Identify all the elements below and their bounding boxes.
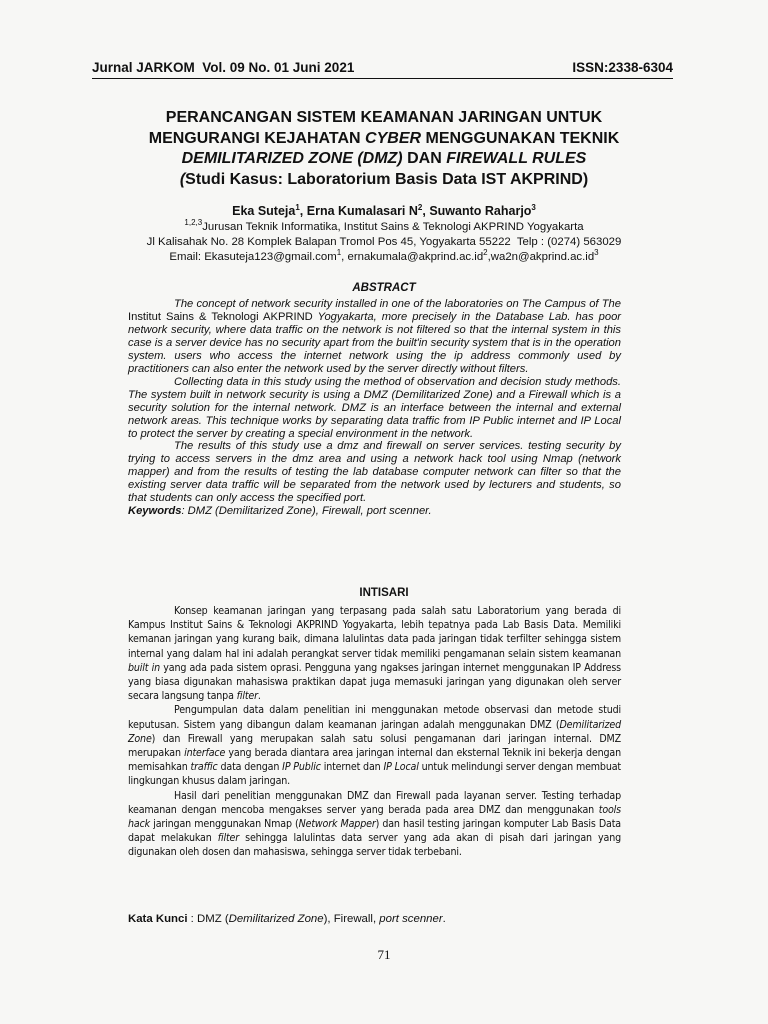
keywords-line <box>128 505 621 518</box>
abstract-text: Yogyakarta, more precisely in the Database Lab. has poor network security, where data traffic on the network is not filtered so that the internal system in this case is a server device has no security apart from the built'in security system that is in the operation system. users who access the internet network using the ip address commonly used by practitioners can also enter the network used by the server directly without filters. <box>128 310 622 375</box>
intisari-text: Pengumpulan data dalam penelitian ini menggunakan metode observasi dan metode studi keputusan. Sistem yang dibangun dalam keamanan jaringan adalah menggunakan DMZ ( <box>128 704 621 731</box>
keywords-label: Keywords <box>128 505 182 518</box>
abstract-text: The concept of network security installed in one of the laboratories on The Campus of The <box>174 298 621 310</box>
title-line-1: PERANCANGAN SISTEM KEAMANAN JARINGAN UNTUK <box>165 109 603 126</box>
abstract-paragraph: The results of this study use a dmz and firewall on server services. testing security by trying to access servers in the dmz area and using a network hack tool using Nmap (network mapper) and from the results of testing the lab database computer network can filter so that the existing server data traffic will be separated from the network used by lecturers and students, so that students can only access the specified port. <box>128 440 621 505</box>
email-superscript: 1 <box>336 248 342 258</box>
affiliation-department <box>80 220 688 235</box>
kata-kunci-text: : DMZ ( <box>187 913 229 925</box>
abstract-paragraph <box>128 298 621 376</box>
title-text-italic: FIREWALL RULES <box>446 150 587 167</box>
title-line-3 <box>90 149 678 170</box>
kata-kunci-text-italic: port scenner <box>379 913 443 925</box>
intisari-text-italic: interface <box>184 747 226 760</box>
title-text: MENGGUNAKAN TEKNIK <box>421 129 620 147</box>
kata-kunci-label: Kata Kunci <box>128 913 188 925</box>
intisari-paragraph <box>128 604 621 703</box>
email-separator: , <box>487 251 491 263</box>
intisari-text-italic: built in <box>128 661 161 674</box>
intisari-text: internet dan <box>320 761 384 774</box>
kata-kunci-text: ), Firewall, <box>323 913 380 925</box>
email-separator: , <box>341 251 348 263</box>
author-name: Suwanto Raharjo <box>429 204 532 218</box>
intisari-text: jaringan menggunakan Nmap ( <box>150 818 299 831</box>
abstract-heading-text: ABSTRACT <box>352 282 416 294</box>
title-line-2 <box>90 129 678 150</box>
affiliation-text: Jurusan Teknik Informatika, Institut Sains & Teknologi AKPRIND Yogyakarta <box>202 221 584 233</box>
intisari-text-italic: Network Mapper <box>298 818 376 831</box>
author-separator: , <box>422 204 430 218</box>
title-text-italic: ( <box>179 170 186 188</box>
kata-kunci-text: . <box>442 913 446 925</box>
intisari-text: ) dan Firewall yang merupakan salah satu solusi pengamanan dari jaringan internal. DMZ merupakan <box>128 732 621 760</box>
email-link[interactable]: Ekasuteja123@gmail.com <box>204 251 337 263</box>
author-name: Erna Kumalasari N <box>306 204 418 218</box>
affiliation-block <box>80 220 688 265</box>
intisari-text: untuk melindungi server dengan membuat lingkungan khusus dalam jaringan. <box>128 761 621 788</box>
author-superscript: 2 <box>417 202 423 212</box>
title-text-italic: DEMILITARIZED ZONE (DMZ) <box>181 150 403 167</box>
intisari-text-italic: IP Public <box>282 761 321 774</box>
intisari-text: Konsep keamanan jaringan yang terpasang pada salah satu Laboratorium yang berada di Kampus Institut Sains & Teknologi AKPRIND Yogyakarta, lebih tepatnya pada Lab Basis Data. Memiliki kemanan jaringan yang kurang baik, dimana lalulintas data pada jaringan tidak terfilter sehingga sistem internal yang dalam hal ini adalah perangkat server tidak memiliki pengamanan selain sistem keamanan <box>128 605 621 660</box>
journal-header <box>92 60 673 79</box>
page-number: 71 <box>377 947 391 962</box>
author-list <box>90 204 678 218</box>
issn: ISSN:2338-6304 <box>572 60 673 75</box>
intisari-heading: INTISARI <box>359 587 409 599</box>
email-link[interactable]: ernakumala@akprind.ac.id <box>347 251 484 263</box>
title-text: MENGURANGI KEJAHATAN <box>148 129 366 147</box>
intisari-text-italic: filter <box>217 832 240 845</box>
keywords-text: : DMZ (Demilitarized Zone), Firewall, port scenner. <box>181 505 432 518</box>
intisari-text: . <box>257 690 261 703</box>
title-text-italic: CYBER <box>365 129 422 147</box>
intisari-paragraph <box>128 789 621 860</box>
intisari-text-italic: traffic <box>190 761 218 774</box>
title-text: Studi Kasus: Laboratorium Basis Data IST AKPRIND) <box>185 170 589 188</box>
intisari-body <box>128 604 621 860</box>
affiliation-address: Jl Kalisahak No. 28 Komplek Balapan Tromol Pos 45, Yogyakarta 55222 Telp : (0274) 563029 <box>146 236 622 248</box>
email-superscript: 2 <box>483 248 488 258</box>
intisari-text: Hasil dari penelitian menggunakan DMZ dan Firewall pada layanan server. Testing terhadap keamanan dengan mencoba mengakses server yang berada pada area DMZ dan menggunakan <box>128 789 621 816</box>
abstract-paragraph: Collecting data in this study using the method of observation and decision study methods. The system built in network security is using a DMZ (Demilitarized Zone) and a Firewall which is a security solution for the internal network. DMZ is an interface between the internal and external network areas. This technique works by separating data traffic from IP Public internet and IP Local to protect the server by creating a special environment in the network. <box>128 375 621 440</box>
intisari-text: ) dan hasil testing jaringan komputer Lab Basis Data dapat melakukan <box>128 818 621 845</box>
kata-kunci-line <box>128 913 648 925</box>
intisari-text: data dengan <box>217 761 283 774</box>
affiliation-superscript: 1,2,3 <box>184 218 203 228</box>
abstract-body <box>128 298 621 518</box>
paper-title <box>90 108 678 190</box>
kata-kunci-text-italic: Demilitarized Zone <box>228 913 324 925</box>
title-line-4 <box>90 170 678 191</box>
intisari-text: yang berada diantara area jaringan internal dan eksternal Teknik ini bekerja dengan memisahkan <box>128 747 621 774</box>
intisari-text: sehingga lalulintas data server yang ada akan di pisah dari jaringan yang digunakan oleh dosen dan mahasiswa, sehingga server tidak terbebani. <box>128 832 621 859</box>
title-text: DAN <box>402 150 447 167</box>
intisari-text: yang ada pada sistem oprasi. Pengguna yang ngakses jaringan internet menggunakan IP Address yang biasa digunakan mahasiswa praktikan dapat juga memasuki jaringan yang digunakan oleh server secara langsung tanpa <box>128 661 621 703</box>
intisari-text-italic: tools hack <box>128 803 621 831</box>
author-superscript: 1 <box>295 202 300 212</box>
email-label: Email: <box>169 251 205 263</box>
author-name: Eka Suteja <box>232 204 296 218</box>
intisari-paragraph <box>128 703 621 788</box>
intisari-text-italic: filter <box>236 690 258 703</box>
intisari-text-italic: IP Local <box>383 761 419 774</box>
intisari-text-italic: Demilitarized Zone <box>128 718 621 745</box>
author-superscript: 3 <box>531 202 536 212</box>
abstract-text-upright: Institut Sains & Teknologi AKPRIND <box>128 310 313 323</box>
email-superscript: 3 <box>594 248 599 258</box>
journal-name: Jurnal JARKOM Vol. 09 No. 01 Juni 2021 <box>92 60 355 75</box>
affiliation-emails <box>80 250 688 265</box>
abstract-heading <box>0 282 768 294</box>
email-link[interactable]: wa2n@akprind.ac.id <box>490 251 595 263</box>
author-separator: , <box>299 204 307 218</box>
